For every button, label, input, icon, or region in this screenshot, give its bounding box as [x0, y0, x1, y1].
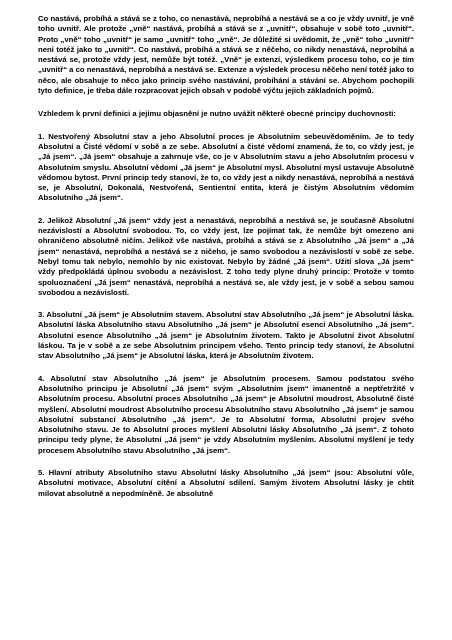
paragraph-intro: Co nastává, probíhá a stává se z toho, co nenastává, neprobíhá a nestává se a co je vždy uvnitř, je vně toho uvnitř. Ale protože „vně“ nastává, probíhá a stává se z „uvnitř“, obsahuje v sobě toto „uvnitř“. Proto „vně“ toho „uvnitř“ je samo „uvnitř“ toho „vně“. Je důležité si uvědomit, že „vně“ toho „uvnitř“ není totéž jako to „uvnitř“. Co nastává, probíhá a stává se z něčeho, co nikdy nenastává, neprobíhá a nestává se, protože vždy jest, nemůže být totéž. „Vně“ je extenzí, výsledkem procesu toho, co je tím „uvnitř“ a co nenastává, neprobíhá a nestává se. Extenze a výsledek procesu něčeho není totéž jako to něco, ale obsahuje to něco jako princip svého nastávání, probíhání a stávání se. Abychom pochopili tyto definice, je třeba dále rozpracovat jejich obsah v podobě výčtu jejich základních pojmů. — [38, 14, 414, 96]
paragraph-principle-3: 3. Absolutní „Já jsem“ je Absolutním stavem. Absolutní stav Absolutního „Já jsem“ je Absolutní láska. Absolutní láska Absolutního stavu Absolutního „Já jsem“ je Absolutní esencí Absolutního „Já jsem“. Absolutní esence Absolutního „Já jsem“ je Absolutním životem. Takto je Absolutní život Absolutní láskou. Ta je v sobě a ze sebe Absolutním principem všeho. Tento princip tedy stanoví, že Absolutní stav Absolutního „Já jsem“ je Absolutní láska, která je Absolutním životem. — [38, 310, 414, 361]
paragraph-principle-4: 4. Absolutní stav Absolutního „Já jsem“ je Absolutním procesem. Samou podstatou svého Absolutního principu je Absolutní „Já jsem“ svým „Absolutním jsem“ imanentně a neptřetržitě v Absolutním procesu. Absolutní proces Absolutního „Já jsem“ je Absolutní moudrost, Absolutně čisté myšlení. Absolutní moudrost Absolutního procesu Absolutního stavu Absolutního „Já jsem“ je samou Absolutní substancí Absolutního „Já jsem“. Je to Absolutní forma, Absolutní projev svého Absolutního stavu. Je to Absolutní proces myšlení Absolutní lásky Absolutního „Já jsem“. Z tohoto principu tedy plyne, že Absolutní „Já jsem“ je vždy Absolutním myšlením. Absolutní myšlení je tedy procesem Absolutního stavu Absolutního „Já jsem“. — [38, 373, 414, 455]
paragraph-principle-1: 1. Nestvořený Absolutní stav a jeho Absolutní proces je Absolutním sebeuvědoměním. Je to tedy Absolutní a Čisté vědomí v sobě a ze sebe. Absolutní a čisté vědomí znamená, že to, co vždy jest, je „Já jsem“. „Já jsem“ obsahuje a zahrnuje vše, co je v Absolutním stavu a jeho Absolutním procesu v Absolutním smyslu. Absolutní vědomí „Já jsem“ je Absolutní mysl. Absolutní mysl ustavuje Absolutně vědomou bytost. První princip tedy stanoví, že to, co vždy jest a nikdy nenastává, neprobíhá a nestává se, je Absolutní, Dokonalá, Nestvořená, Sentientní entita, která je čistým Absolutním vědomím Absolutního „Já jsem“. — [38, 131, 414, 203]
paragraph-principle-2: 2. Jelikož Absolutní „Já jsem“ vždy jest a nenastává, neprobíhá a nestává se, je současně Absolutní nezávislostí a Absolutní svobodou. To, co vždy jest, lze pojímat tak, že nemůže být omezeno ani ohraničeno absolutně ničím. Jelikož vše nastává, probíhá a stává se z Absolutního „Já jsem“ a „Já jsem“ nenastává, neprobíhá a nestává se z ničeho, je samo svobodou a nezávislostí v sobě ze sebe. Nebyl tomu tak nebylo, nemohlo by nic existovat. Nebylo by žádné „Já jsem“. Užití slova „Já jsem“ vždy předpokládá úplnou svobodu a nezávislost. Z toho tedy plyne druhý princip: Protože v tomto spoluoznačení „Já jsem“ nenastává, neprobíhá a nestává se, ale vždy jest, je v sobě a sebou samou svobodou a nezávislostí. — [38, 215, 414, 297]
paragraph-principle-5: 5. Hlavní atributy Absolutního stavu Absolutní lásky Absolutního „Já jsem“ jsou: Absolutní vůle, Absolutní motivace, Absolutní cítění a Absolutní sdílení. Samým životem Absolutní lásky je chtít milovat absolutně a nepodmíněně. Je absolutně — [38, 467, 414, 498]
paragraph-principles-lead: Vzhledem k první definici a jejímu objasnění je nutno uvážit některé obecné principy duchovnosti: — [38, 109, 396, 119]
